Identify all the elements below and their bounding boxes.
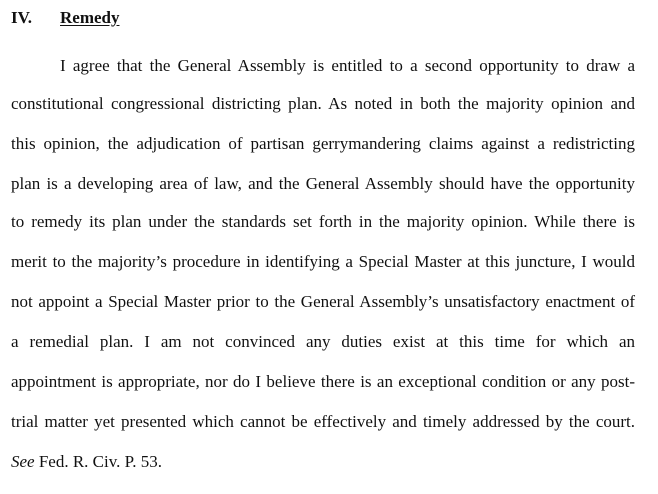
paragraph-line: trial matter yet presented which cannot be effectively and timely addressed by the court.: [11, 412, 635, 431]
paragraph-line: merit to the majority’s procedure in identifying a Special Master at this juncture, I would: [11, 252, 635, 271]
section-heading: [11, 8, 119, 28]
citation-signal: See: [11, 452, 35, 471]
paragraph-line: I agree that the General Assembly is entitled to a second opportunity to draw a: [60, 56, 635, 75]
paragraph-line: a remedial plan. I am not convinced any duties exist at this time for which an: [11, 332, 635, 351]
paragraph-line: appointment is appropriate, nor do I believe there is an exceptional condition or any post-: [11, 372, 635, 391]
section-title: Remedy: [60, 8, 120, 27]
paragraph-line: constitutional congressional districting plan. As noted in both the majority opinion and: [11, 94, 635, 113]
section-number: IV.: [11, 8, 32, 27]
paragraph-line: this opinion, the adjudication of partisan gerrymandering claims against a redistricting: [11, 134, 635, 153]
citation-text: Fed. R. Civ. P. 53.: [34, 452, 162, 471]
paragraph-line: not appoint a Special Master prior to the General Assembly’s unsatisfactory enactment of: [11, 292, 635, 311]
paragraph-line: to remedy its plan under the standards set forth in the majority opinion. While there is: [11, 212, 635, 231]
citation-line: [11, 452, 635, 472]
paragraph-line: plan is a developing area of law, and the General Assembly should have the opportunity: [11, 174, 635, 193]
